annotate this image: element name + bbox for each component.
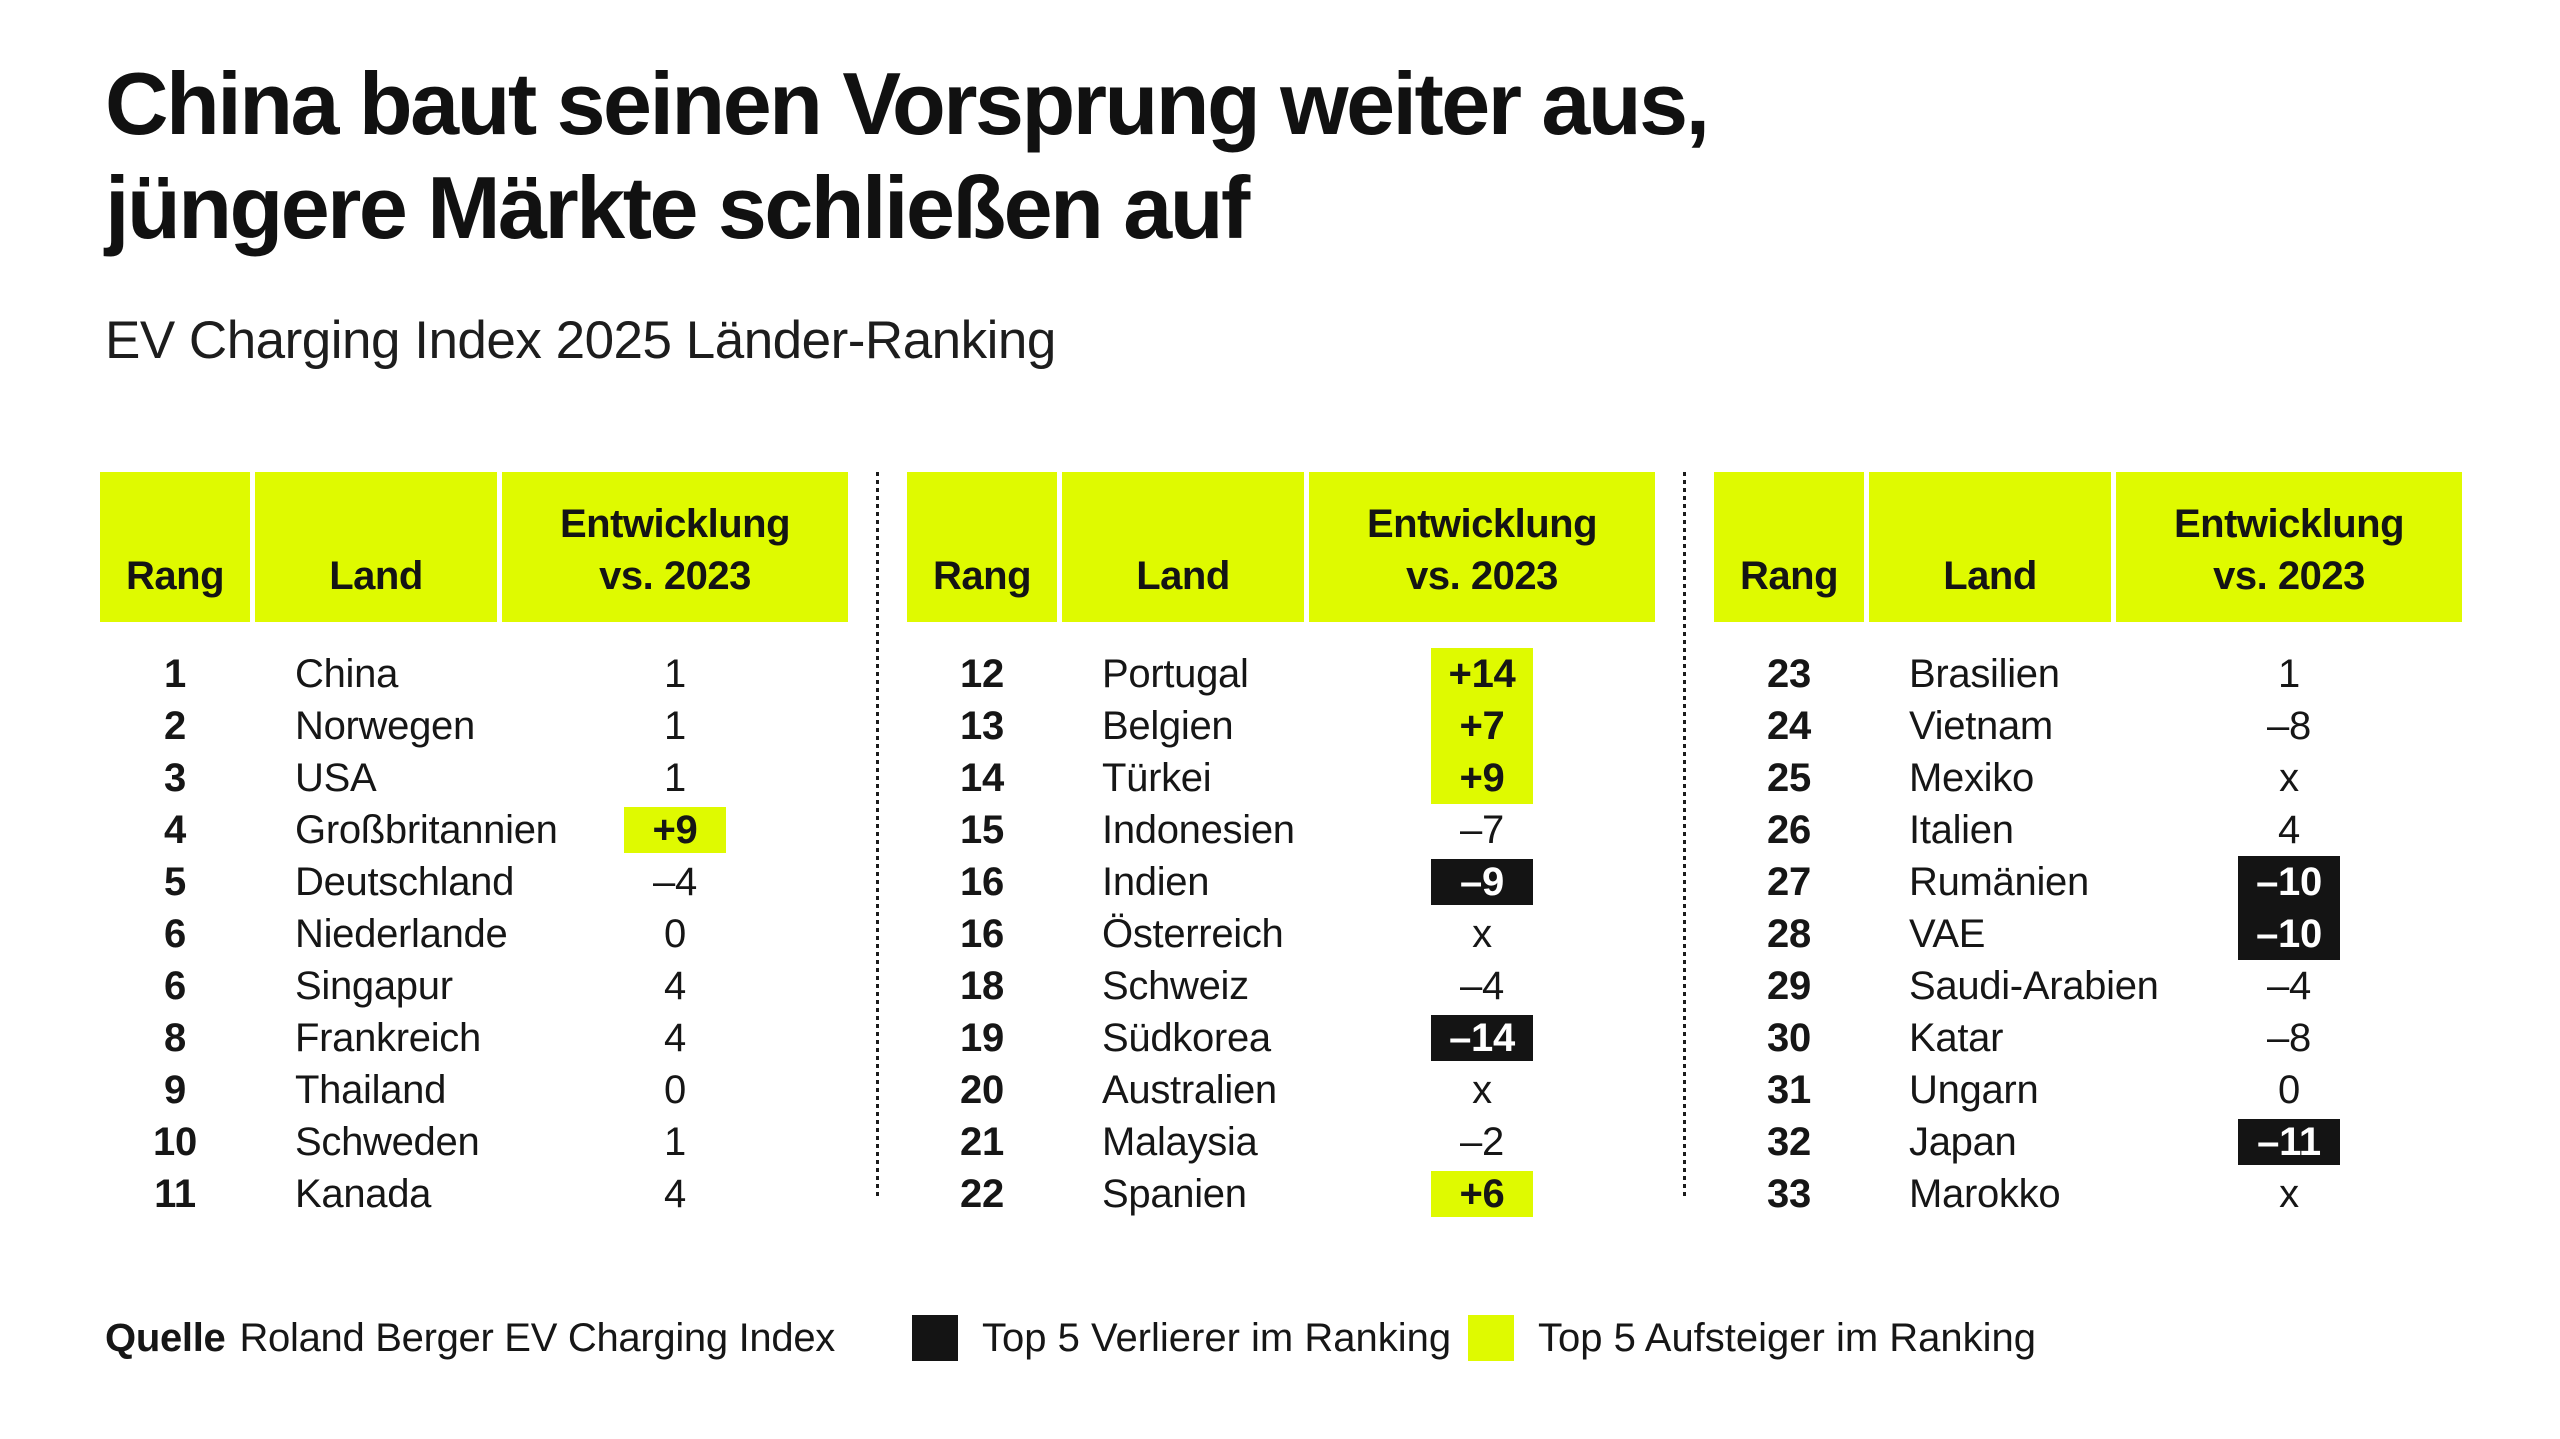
yellow-swatch-icon: [1468, 1315, 1514, 1361]
country-cell: Schweiz: [1102, 963, 1249, 1008]
country-cell: Ungarn: [1909, 1067, 2039, 1112]
change-cell: [1309, 960, 1655, 1012]
change-cell: [1309, 648, 1655, 700]
rank-cell: 16: [960, 859, 1004, 904]
footer: [0, 1312, 2560, 1364]
table-body: [1714, 648, 2462, 1220]
change-cell: [1309, 908, 1655, 960]
dev-header-line-1: Entwicklung: [2173, 502, 2405, 546]
change-cell: [2116, 856, 2462, 908]
rank-cell: 4: [164, 807, 186, 852]
column-header-development: [502, 472, 848, 622]
country-cell: Indonesien: [1102, 807, 1295, 852]
change-cell: [2116, 648, 2462, 700]
column-header-country: Land: [255, 472, 497, 622]
country-cell: USA: [295, 755, 377, 800]
change-pill: –10: [2238, 856, 2340, 908]
black-swatch-icon: [912, 1315, 958, 1361]
change-cell: [2116, 700, 2462, 752]
change-cell: [1309, 1064, 1655, 1116]
rank-cell: 26: [1767, 807, 1811, 852]
rank-cell: 15: [960, 807, 1004, 852]
country-cell: Marokko: [1909, 1171, 2061, 1216]
country-cell: Niederlande: [295, 911, 508, 956]
rank-cell: 22: [960, 1171, 1004, 1216]
change-cell: [1309, 1116, 1655, 1168]
change-pill: –4: [2267, 963, 2311, 1008]
country-cell: China: [295, 651, 399, 696]
rank-cell: 23: [1767, 651, 1811, 696]
rank-cell: 3: [164, 755, 186, 800]
legend-item-climbers: [1468, 1312, 2036, 1364]
table-row: [907, 1064, 1655, 1116]
change-pill: –4: [1460, 963, 1504, 1008]
table-row: [1714, 908, 2462, 960]
column-header-rank: Rang: [100, 472, 250, 622]
change-cell: [2116, 1168, 2462, 1220]
dotted-divider: [876, 472, 879, 1198]
page-title: [105, 52, 1708, 260]
change-pill: –8: [2267, 1015, 2311, 1060]
change-cell: [502, 960, 848, 1012]
column-header-country: Land: [1062, 472, 1304, 622]
change-cell: [502, 1116, 848, 1168]
change-cell: [502, 700, 848, 752]
change-cell: [1309, 700, 1655, 752]
table-row: [907, 1116, 1655, 1168]
country-cell: Vietnam: [1909, 703, 2053, 748]
country-cell: Schweden: [295, 1119, 480, 1164]
change-cell: [2116, 908, 2462, 960]
country-cell: Saudi-Arabien: [1909, 963, 2159, 1008]
table-body: [907, 648, 1655, 1220]
change-pill: 0: [664, 911, 686, 956]
table-header: [1714, 472, 2462, 622]
table-row: [1714, 648, 2462, 700]
table-header: [907, 472, 1655, 622]
country-cell: Rumänien: [1909, 859, 2089, 904]
rank-cell: 13: [960, 703, 1004, 748]
rank-cell: 8: [164, 1015, 186, 1060]
rank-cell: 32: [1767, 1119, 1811, 1164]
table-row: [100, 1116, 848, 1168]
table-row: [1714, 856, 2462, 908]
change-pill: 4: [664, 1171, 686, 1216]
dev-header-line-1: Entwicklung: [1366, 502, 1598, 546]
country-cell: Frankreich: [295, 1015, 481, 1060]
table-row: [100, 1012, 848, 1064]
table-row: [100, 700, 848, 752]
legend-label-losers: Top 5 Verlierer im Ranking: [982, 1315, 1452, 1360]
source-text: Roland Berger EV Charging Index: [239, 1315, 835, 1360]
change-cell: [502, 908, 848, 960]
change-pill: 1: [664, 651, 686, 696]
change-cell: [502, 1064, 848, 1116]
table-row: [100, 752, 848, 804]
rank-cell: 14: [960, 755, 1004, 800]
change-cell: [2116, 960, 2462, 1012]
rank-cell: 24: [1767, 703, 1811, 748]
table-row: [1714, 804, 2462, 856]
table-row: [100, 856, 848, 908]
rank-cell: 6: [164, 911, 186, 956]
country-cell: Portugal: [1102, 651, 1249, 696]
column-header-development: [2116, 472, 2462, 622]
table-row: [100, 804, 848, 856]
rank-cell: 5: [164, 859, 186, 904]
source-label: Quelle: [105, 1315, 226, 1360]
rank-cell: 30: [1767, 1015, 1811, 1060]
column-header-rank: Rang: [1714, 472, 1864, 622]
change-pill: 0: [2278, 1067, 2300, 1112]
dev-header-line-1: Entwicklung: [559, 502, 791, 546]
column-header-development: [1309, 472, 1655, 622]
table-header: [100, 472, 848, 622]
table-row: [907, 960, 1655, 1012]
change-pill: –11: [2238, 1119, 2340, 1165]
country-cell: Südkorea: [1102, 1015, 1271, 1060]
change-pill: –9: [1431, 859, 1533, 905]
table-row: [907, 700, 1655, 752]
change-cell: [1309, 752, 1655, 804]
country-cell: Belgien: [1102, 703, 1234, 748]
table-row: [907, 1012, 1655, 1064]
table-row: [100, 1168, 848, 1220]
change-pill: 1: [664, 755, 686, 800]
rank-cell: 20: [960, 1067, 1004, 1112]
change-cell: [502, 1168, 848, 1220]
country-cell: Mexiko: [1909, 755, 2034, 800]
rank-cell: 18: [960, 963, 1004, 1008]
change-pill: x: [2279, 1171, 2299, 1216]
change-cell: [1309, 804, 1655, 856]
table-row: [907, 752, 1655, 804]
table-row: [907, 908, 1655, 960]
change-pill: –7: [1460, 807, 1504, 852]
country-cell: Deutschland: [295, 859, 515, 904]
change-pill: 1: [664, 1119, 686, 1164]
country-cell: VAE: [1909, 911, 1986, 956]
change-cell: [2116, 752, 2462, 804]
country-cell: Kanada: [295, 1171, 432, 1216]
rank-cell: 9: [164, 1067, 186, 1112]
change-pill: 4: [2278, 807, 2300, 852]
dev-header-line-2: vs. 2023: [599, 554, 751, 598]
change-cell: [1309, 1168, 1655, 1220]
country-cell: Japan: [1909, 1119, 2017, 1164]
ranking-table-3: [1714, 472, 2462, 1220]
table-body: [100, 648, 848, 1220]
ranking-table-1: [100, 472, 848, 1220]
legend-label-climbers: Top 5 Aufsteiger im Ranking: [1538, 1315, 2037, 1360]
rank-cell: 28: [1767, 911, 1811, 956]
table-row: [1714, 960, 2462, 1012]
column-header-country: Land: [1869, 472, 2111, 622]
rank-cell: 1: [164, 651, 186, 696]
title-line-2: jüngere Märkte schließen auf: [105, 158, 1248, 257]
change-pill: 1: [664, 703, 686, 748]
rank-cell: 21: [960, 1119, 1004, 1164]
table-row: [1714, 1064, 2462, 1116]
rank-cell: 31: [1767, 1067, 1811, 1112]
ranking-table-2: [907, 472, 1655, 1220]
title-line-1: China baut seinen Vorsprung weiter aus,: [105, 54, 1708, 153]
change-pill: –4: [653, 859, 697, 904]
rank-cell: 6: [164, 963, 186, 1008]
source-note: [105, 1312, 835, 1364]
change-cell: [1309, 1012, 1655, 1064]
country-cell: Malaysia: [1102, 1119, 1258, 1164]
rank-cell: 33: [1767, 1171, 1811, 1216]
change-pill: +9: [1431, 752, 1533, 804]
country-cell: Australien: [1102, 1067, 1277, 1112]
table-row: [100, 1064, 848, 1116]
change-pill: 0: [664, 1067, 686, 1112]
change-pill: +14: [1431, 648, 1533, 700]
table-row: [1714, 1116, 2462, 1168]
dev-header-line-2: vs. 2023: [2213, 554, 2365, 598]
country-cell: Brasilien: [1909, 651, 2060, 696]
column-header-rank: Rang: [907, 472, 1057, 622]
rank-cell: 11: [154, 1171, 196, 1216]
page-subtitle: EV Charging Index 2025 Länder-Ranking: [105, 311, 1056, 370]
country-cell: Singapur: [295, 963, 453, 1008]
country-cell: Österreich: [1102, 911, 1284, 956]
change-cell: [502, 856, 848, 908]
change-pill: 1: [2278, 651, 2300, 696]
rank-cell: 27: [1767, 859, 1811, 904]
change-pill: 4: [664, 1015, 686, 1060]
country-cell: Thailand: [295, 1067, 447, 1112]
country-cell: Türkei: [1102, 755, 1212, 800]
dev-header-line-2: vs. 2023: [1406, 554, 1558, 598]
change-pill: –10: [2238, 908, 2340, 960]
change-cell: [502, 752, 848, 804]
table-row: [907, 804, 1655, 856]
legend-item-losers: [912, 1312, 1451, 1364]
change-cell: [502, 648, 848, 700]
change-pill: –14: [1431, 1015, 1533, 1061]
change-pill: –2: [1460, 1119, 1504, 1164]
change-cell: [502, 804, 848, 856]
change-cell: [2116, 1116, 2462, 1168]
table-row: [1714, 752, 2462, 804]
change-pill: –8: [2267, 703, 2311, 748]
change-pill: +9: [624, 807, 726, 853]
dotted-divider: [1683, 472, 1686, 1198]
rank-cell: 29: [1767, 963, 1811, 1008]
change-pill: +6: [1431, 1171, 1533, 1217]
table-row: [100, 960, 848, 1012]
table-row: [907, 648, 1655, 700]
rank-cell: 16: [960, 911, 1004, 956]
rank-cell: 25: [1767, 755, 1811, 800]
change-pill: x: [1472, 1067, 1492, 1112]
change-pill: x: [1472, 911, 1492, 956]
change-pill: +7: [1431, 700, 1533, 752]
table-row: [1714, 1012, 2462, 1064]
country-cell: Indien: [1102, 859, 1210, 904]
change-pill: 4: [664, 963, 686, 1008]
country-cell: Italien: [1909, 807, 2014, 852]
rank-cell: 19: [960, 1015, 1004, 1060]
change-cell: [1309, 856, 1655, 908]
table-row: [1714, 700, 2462, 752]
country-cell: Großbritannien: [295, 807, 558, 852]
ranking-tables: [100, 472, 2462, 1220]
rank-cell: 2: [164, 703, 186, 748]
table-row: [100, 908, 848, 960]
table-row: [907, 1168, 1655, 1220]
table-row: [907, 856, 1655, 908]
change-cell: [2116, 1064, 2462, 1116]
country-cell: Spanien: [1102, 1171, 1247, 1216]
rank-cell: 10: [153, 1119, 197, 1164]
table-row: [1714, 1168, 2462, 1220]
rank-cell: 12: [960, 651, 1004, 696]
change-cell: [2116, 804, 2462, 856]
country-cell: Katar: [1909, 1015, 2004, 1060]
change-pill: x: [2279, 755, 2299, 800]
country-cell: Norwegen: [295, 703, 475, 748]
change-cell: [502, 1012, 848, 1064]
table-row: [100, 648, 848, 700]
change-cell: [2116, 1012, 2462, 1064]
